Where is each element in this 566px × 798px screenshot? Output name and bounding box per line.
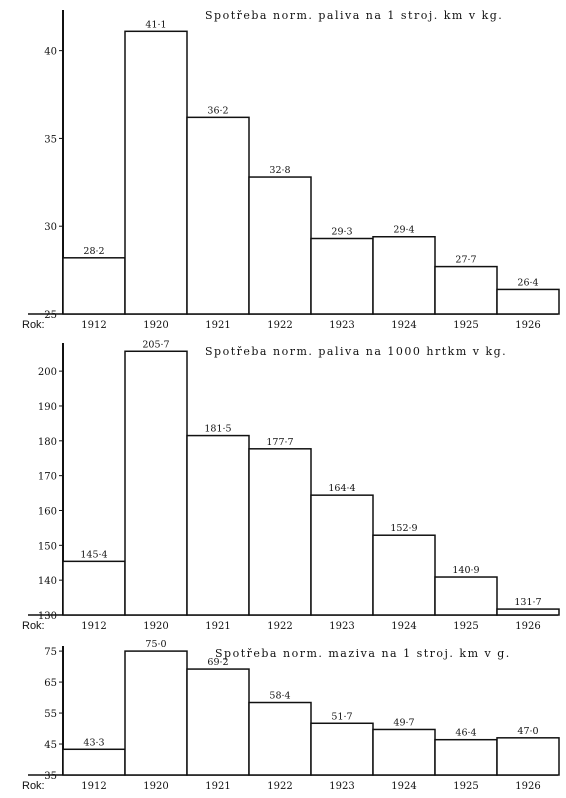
y-tick-label: 140 — [37, 576, 57, 588]
bar — [125, 31, 187, 314]
y-tick-label: 200 — [37, 367, 57, 379]
x-tick-label: 1925 — [453, 621, 479, 632]
x-tick-label: 1926 — [515, 621, 541, 632]
bar — [373, 535, 435, 615]
year-row-label: Rok: — [22, 780, 45, 792]
y-tick-label: 180 — [37, 436, 57, 448]
bar-value-label: 32·8 — [269, 165, 291, 177]
x-tick-label: 1922 — [267, 781, 293, 792]
chart-title: Spotřeba norm. paliva na 1 stroj. km v kg. — [205, 9, 504, 22]
bar — [187, 117, 249, 314]
x-tick-label: 1925 — [453, 320, 479, 331]
bar-value-label: 152·9 — [390, 523, 418, 535]
year-row-label: Rok: — [22, 319, 45, 331]
bar — [373, 237, 435, 314]
bar-value-label: 205·7 — [142, 339, 170, 351]
bar-value-label: 49·7 — [393, 717, 415, 729]
y-tick-label: 190 — [37, 401, 57, 413]
bar — [311, 495, 373, 615]
bar — [497, 738, 559, 775]
bar-value-label: 28·2 — [83, 245, 105, 257]
bar-value-label: 36·2 — [207, 105, 229, 117]
bar-value-label: 26·4 — [517, 277, 539, 289]
bar — [187, 669, 249, 775]
bar — [249, 703, 311, 775]
chart-title: Spotřeba norm. maziva na 1 stroj. km v g. — [215, 647, 511, 660]
bar — [63, 561, 125, 615]
y-tick-label: 55 — [44, 709, 57, 721]
bar — [187, 436, 249, 615]
bar-value-label: 140·9 — [452, 565, 480, 577]
x-tick-label: 1924 — [391, 320, 417, 331]
bar-value-label: 27·7 — [455, 254, 477, 266]
bar — [63, 749, 125, 775]
x-tick-label: 1912 — [81, 781, 107, 792]
bar — [435, 577, 497, 615]
bar-value-label: 43·3 — [83, 737, 105, 749]
bar — [249, 449, 311, 615]
bar-value-label: 164·4 — [328, 483, 356, 495]
bar — [373, 729, 435, 775]
bar — [311, 239, 373, 315]
chart-panel-fuel-per-engine-km — [22, 9, 559, 331]
x-tick-label: 1924 — [391, 781, 417, 792]
x-tick-label: 1924 — [391, 621, 417, 632]
x-tick-label: 1921 — [205, 320, 231, 331]
x-tick-label: 1925 — [453, 781, 479, 792]
y-tick-label: 35 — [44, 771, 57, 782]
x-tick-label: 1923 — [329, 320, 355, 331]
bar — [125, 651, 187, 775]
bar-value-label: 41·1 — [145, 19, 167, 31]
bar-value-label: 69·2 — [207, 657, 229, 669]
bar-value-label: 177·7 — [266, 436, 294, 448]
bar — [63, 258, 125, 314]
y-tick-label: 150 — [37, 541, 57, 553]
x-tick-label: 1922 — [267, 320, 293, 331]
bar-value-label: 29·4 — [393, 224, 415, 236]
y-tick-label: 130 — [37, 611, 57, 622]
x-tick-label: 1921 — [205, 781, 231, 792]
bar-value-label: 181·5 — [204, 423, 232, 435]
bar — [125, 351, 187, 615]
bar — [435, 740, 497, 775]
y-tick-label: 35 — [44, 134, 57, 146]
x-tick-label: 1920 — [143, 621, 169, 632]
bar-value-label: 75·0 — [145, 639, 167, 651]
y-tick-label: 65 — [44, 678, 57, 690]
bar — [497, 609, 559, 615]
year-row-label: Rok: — [22, 620, 45, 632]
bar-value-label: 47·0 — [517, 725, 539, 737]
x-tick-label: 1923 — [329, 781, 355, 792]
chart-panel-lubricant-per-engine-km — [22, 639, 559, 792]
y-tick-label: 160 — [37, 506, 57, 518]
y-tick-label: 25 — [44, 310, 57, 321]
bar — [249, 177, 311, 314]
x-tick-label: 1921 — [205, 621, 231, 632]
x-tick-label: 1926 — [515, 781, 541, 792]
y-tick-label: 30 — [44, 222, 57, 234]
x-tick-label: 1920 — [143, 320, 169, 331]
bar-value-label: 29·3 — [331, 226, 353, 238]
x-tick-label: 1920 — [143, 781, 169, 792]
x-tick-label: 1912 — [81, 320, 107, 331]
x-tick-label: 1926 — [515, 320, 541, 331]
bar-value-label: 145·4 — [80, 549, 108, 561]
bar — [435, 267, 497, 314]
x-tick-label: 1912 — [81, 621, 107, 632]
bar-value-label: 46·4 — [455, 727, 477, 739]
y-tick-label: 170 — [37, 471, 57, 483]
bar — [497, 289, 559, 314]
x-tick-label: 1923 — [329, 621, 355, 632]
bar-value-label: 51·7 — [331, 711, 353, 723]
chart-title: Spotřeba norm. paliva na 1000 hrtkm v kg. — [205, 345, 508, 358]
x-tick-label: 1922 — [267, 621, 293, 632]
bar-value-label: 131·7 — [514, 597, 542, 609]
y-tick-label: 45 — [44, 740, 57, 752]
y-tick-label: 75 — [44, 647, 57, 659]
bar-value-label: 58·4 — [269, 690, 291, 702]
y-tick-label: 40 — [44, 46, 57, 58]
bar — [311, 723, 373, 775]
chart-panel-fuel-per-1000-grosstonkm — [22, 339, 559, 632]
